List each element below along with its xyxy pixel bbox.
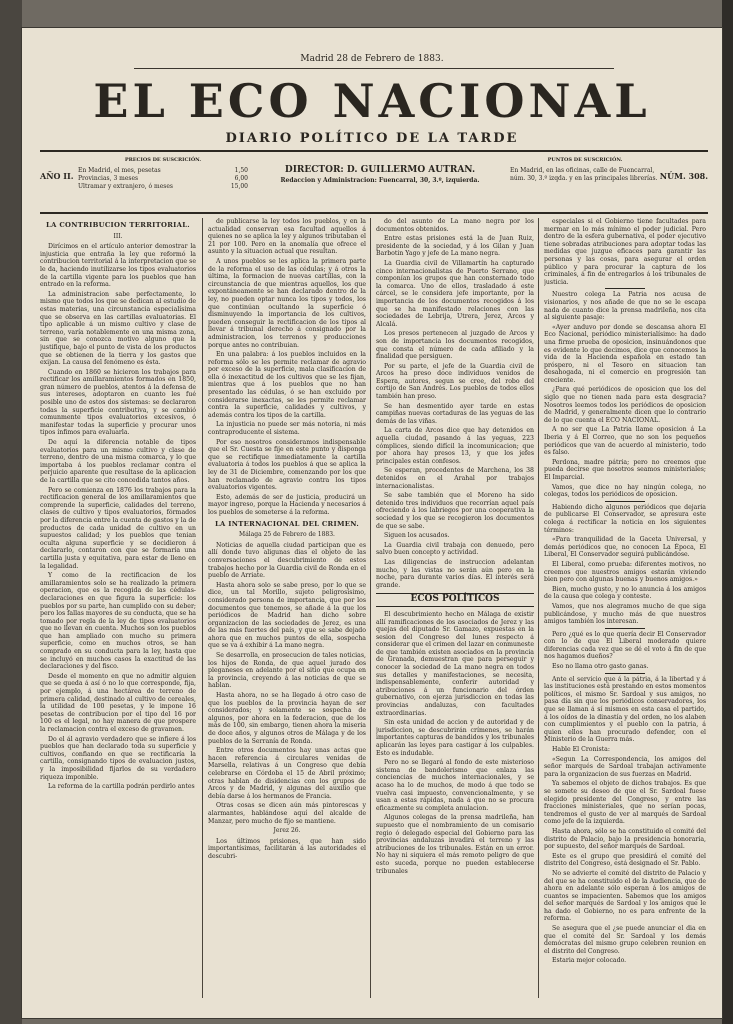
column-1 (40, 218, 196, 1008)
price-line: Provincias, 3 meses (78, 175, 139, 182)
paragraph: El Liberal, como prueba: diferentes motivos, no creemos que nuestros amigos estarán viviendo bien pero con algunas buenas y buenos amigos.» (544, 560, 706, 584)
separator (605, 288, 645, 289)
paragraph: Ya sabemos el objeto de dichos trabajos. Es que se somete su deseo de que el Sr. Sardoal fuese elegido presidente del Congreso, y entre las fracciones ministeriales, que no serían pocas, tendremos el gusto de ver al marqués de Sardoal como jefe de la izquierda. (544, 780, 706, 826)
paragraph: Habiendo dicho algunos periódicos que dejaria de publicarse El Conservador, se apresura este colega á rectificar la noticia en los siguientes términos: (544, 503, 706, 534)
paragraph: La Guardia civil trabaja con denuedo, pero salvo buen concepto y actividad. (376, 541, 534, 557)
paragraph: Se desarrolla, en prosecucion de tales noticias, los hijos de Ronda, de que aquel jurado dos pleganeses en adelante por el sitio que ocupa en la provincia, creyendo á las noticias de que se hablan. (208, 652, 366, 690)
paragraph: Entre estas prisiones está la de Juan Ruiz, presidente de la sociedad, y á los Gilan y Juan Barbotin Yago y jefe de La mano negra. (376, 235, 534, 258)
paragraph: Sin esta unidad de accion y de autoridad y de jurisdiccion, se descubrirán crímenes, se harán importantes capturas de bandidos y los tribunales aplicarán las leyes para castigar á los culpables. Esto es indudable. (376, 719, 534, 757)
paragraph: Se sabe también que el Moreno ha sido detenido tres individuos que recorrían aquel país ofreciendo á los labriegos por una cooperativa la sociedad y los que se recogieron los documentos de que se sabe. (376, 492, 534, 530)
editorial-address: Redaccion y Administracion: Fuencarral, 30, 3.º, izquierda. (280, 177, 480, 184)
paragraph: Entre otros documentos hay unas actas que hacen referencia á circulares venidas de Marsella, relativas á un Congreso que debía celebrarse en Córdoba el 15 de Abril próximo; otras hablan de disidencias con los grupos de Arcos y de Madrid, y algunas del auxilio que debía darse á los hermanos de Francia. (208, 747, 366, 800)
paragraph: especiales si el Gobierno tiene facultades para mermar en lo más mínimo el poder judicial. Pero dentro de la esfera gubernativa, el poder ejecutivo tiene sobradas atribuciones para adoptar todas las medidas que juzgue eficaces para garantir las personas y las cosas, para asegurar el orden público y para procurar la captura de los criminales, á fin de entregarlos á los tribunales de justicia. (544, 218, 706, 286)
paragraph: Pero se comienza en 1876 los trabajos para la rectificacion general de los amillaramientos que comprende la superficie, calidades del terreno, clases de cultivo y tipos evaluatorios, fórmados por la diferencia entre la cuenta de gastos y la de productos de cada unidad de cultivo en un supuestos calidad; y los pueblos que tenian oculta alguna superficie y se decidieron á declararlo, contaron con que se formaría una cartilla justa y equitativa, para estar de lleno en la legalidad. (40, 486, 196, 570)
paragraph: De aquí la diferencia notable de tipos evaluatorios para un mismo cultivo y clase de terreno, dentro de una misma comarca, y lo que importaba á los pueblos reclamar contra el perjuicio aparente que resultase de la aplicacion de la cartilla que se cito concedida tantos años. (40, 439, 196, 484)
newspaper-page (22, 28, 722, 1018)
price-line: Ultramar y extranjero, ó meses (78, 183, 174, 190)
paragraph: de publicarse la ley todos los pueblos, y en la actualidad conservan esa facultad aquellos á quienes no se aplica la ley y algunos tributaban el 21 por 100. Pero en la anomalía que ofrece el asunto y la situacion actual que resultan. (208, 218, 366, 256)
section-heading-ecos-politicos: ECOS POLÍTICOS (376, 593, 534, 607)
masthead-info (40, 154, 708, 210)
issue-number: NÚM. 308. (659, 171, 708, 181)
paragraph: Las diligencias de instruccion adelantan mucho, y las vistas no serán aún pero en la noche, para durante varios días. El interés será grande. (376, 558, 534, 589)
article-dateline: Jerez 26. (273, 827, 301, 835)
paragraph: Por eso nosotros consideramos indispensable que el Sr. Cuesta se fije en este punto y disponga que se rectifique inmediatamente la cartilla evaluatoria á todos los pueblos á que se aplica la ley de 31 de Diciembre, comenzando por los que han reclamado de agravio contra los tipos evaluatorios vigentes. (208, 438, 366, 492)
price-value: 15,00 (230, 183, 248, 190)
paragraph: Vamos, que dice no hay ningún colega, no colegas, todos los periódicos de oposicion. (544, 483, 706, 499)
paragraph: Y como de la rectificacion de los amillaramientos solo se ha realizado la primera operacion, que es la recogida de las cédulas-declaraciones en que figura la superficie: los pueblos por su parte, han cumplido con su deber; pero los fallas mayores de su conducta, que se ha tomado por regla de la ley de tipos evaluatorios que no llevan en cuenta. Muchos son los pueblos que han ampliado con mucho su primera superficie, como en muchos otros, se han comprado en su conducta para la ley, hasta que se incluyó en muchos casos la exactitud de las declaraciones y del fisco. (40, 572, 196, 671)
paragraph: La administracion sabe perfectamente, lo mismo que todos los que se dedican al estudio de estas materias, una circunstancia especialísima que se observa en las cartillas evaluatorias. El tipo aplicable á un mismo cultivo y clase de terreno, varía notablemente en una misma zona, sin que se conozca motivo alguno que la justifique, bajo el punto de vista de los productos que se obtienen de la tierra y los gastos que exijan. La causa del fenómeno es ésta. (40, 290, 196, 367)
column-2 (208, 218, 366, 1008)
column-3 (376, 218, 534, 1008)
paragraph: Se han desmentido ayer tarde en estas campiñas nuevas cortaduras de las yeguas de las demás de las viñas. (376, 402, 534, 425)
masthead-rule-top (40, 150, 708, 152)
paragraph: Pero ¿qué es lo que quería decir El Conservador con lo de que El Liberal moderado quiere diferencias cada vez que se dé el voto á fin de que nos hagamos dueños? (544, 630, 706, 661)
paragraph: Se asegura que el ¿se puede anunciar el dia en que el comité del Sr. Sardoal y los demás demócratas del mismo grupo celebren reunion en el distrito del Congreso. (544, 925, 706, 955)
paragraph: Do el ál agravio verdadero que se infiere á los pueblos que han declarado toda su superficie y cultivos, confiando en que se rectificaría la cartilla, consignando tipos de evaluacion justos, y la imposibilidad fijarlos de su verdadero riqueza imponible. (40, 735, 196, 781)
article-heading: LA CONTRIBUCION TERRITORIAL. (46, 221, 190, 229)
paragraph: Por su parte, el jefe de la Guardia civil de Arcos ha preso doce individuos venidos de Espera, autores, segun se cree, del robo del cortijo de San Andrés. Los pueblos de todos ellos también han preso. (376, 362, 534, 401)
paragraph: «Para tranquilidad de la Gaceta Universal, y demás periódicos que, no conocen La Época, El Liberal, El Conservador seguirá publicándose. (544, 536, 706, 559)
paragraph: Los últimos prisiones, que han sido importantísimas, facilitarán á las autoridades el descubri- (208, 837, 366, 860)
paragraph: Esto, además de ser de justicia, producirá un mayor ingreso, porque la Hacienda y necesarios á los pueblos de someterse á la reforma. (208, 493, 366, 516)
article-heading: LA INTERNACIONAL DEL CRIMEN. (214, 519, 360, 528)
paragraph: Vamos, que nos alegramos mucho de que siga publicándose, y mucho más de que nuestros amigos también los interesan. (544, 602, 706, 626)
columns (40, 218, 708, 1008)
year-label: AÑO II. (40, 171, 74, 181)
article-dateline: Málaga 25 de Febrero de 1883. (239, 531, 335, 539)
dateline: Madrid 28 de Febrero de 1883. (300, 54, 444, 64)
paragraph: Los presos pertenecen al juzgado de Arcos y son de importancia los documentos recogidos, que consta el número de cada afiliado y la finalidad que persiguen. (376, 330, 534, 361)
paragraph: do del asunto de La mano negra por los documentos obtenidos. (376, 218, 534, 233)
paragraph: Ante el servicio que á la pátria, á la libertad y á las instituciones está prestando en estos momentos políticos, el mismo Sr. Sardoal y sus amigos, no pasa día sin que los periódicos conservadores, los que se llaman á sí mismos en esta casa el partido, á los oídos de la dinastía y del orden, no los alaben con cumplimientos y el pueblo con la patria, á quien ellos han procurado defender, con el Ministerio de la Guerra más. (544, 675, 706, 744)
paragraph: Hable El Cronista: (552, 746, 610, 753)
subscription-prices-heading: PRECIOS DE SUSCRICIÓN. (124, 157, 202, 163)
paragraph: ¿Para qué periódicos de oposicion que los del siglo que no tienen nada para esta desgracia? Nosotros leemos todos los periódicos de oposicion de Madrid, y generalmente dicen que lo contrario de lo que cuenta el ECO NACIONAL. (544, 386, 706, 424)
paragraph: Hasta ahora, no se ha llegado á otro caso de que los pueblos de la provincia hayan de ser considerados; y solamente se sospecha de algunos, por ahora en la federacion, que de los más de 100, sin embargo, tienen ahora la miseria de doce años, y algunos otros de Málaga y de los pueblos de la Serranía de Ronda. (208, 692, 366, 745)
paragraph: Pero no se llegará al fondo de este misterioso sistema de bandolerismo que enlaza las conciencias de muchos internacionales, y se acaso ha lo de muchos, de modo á que todo se vuelva casi impuesto, convencionalmente, y se usan a estas rápidas, nada á que no se procura eficazmente su completa anulacion. (376, 759, 534, 812)
director-block (250, 166, 510, 185)
paragraph: Hasta ahora, sólo se ha constituido el comité del distrito de Palacio, bajo la presidencia honoraria, por supuesto, del señor marqués de Sardoal. (544, 827, 706, 851)
paragraph: Siguen los acusados. (384, 532, 450, 540)
separator (605, 501, 645, 502)
column-4 (544, 218, 706, 1008)
paragraph: Bien, mucho gusto, y no lo anuncia á los amigos de la causa que colega y conteste. (544, 585, 706, 601)
paragraph: Algunos colegas de la prensa madrileña, han supuesto que el nombramiento de un comisario regio ó delegado especial del Gobierno para las provincias andaluzas invadirá el terreno y las atribuciones de los tribunales. Están en un error. No hay ni siquiera el más remoto peligro de que esto suceda, porque no pueden establecerse tribunales (376, 814, 534, 875)
article-part: III. (113, 232, 123, 240)
paragraph: Cuando en 1860 se hicieron los trabajos para rectificar los amillaramientos formados en 1850, gran número de pueblos, atentos á la defensa de sus intereses, adoptaron en cuanto les fué posible uno de estos dos sistemas: se declararon todas la superficie contributiva, y se cambió comunmente tipos evaluatorios excesivos, ó manifestar todas la superficie y procurar unos tipos ínfimos para evaluarla. (40, 368, 196, 437)
paragraph: La reforma de la cartilla podrán perdirlo antes (48, 783, 195, 791)
paragraph: La injusticia no puede ser más notoria, ni más contraproducente el sistema. (208, 421, 366, 437)
paragraph: En una palabra: á los pueblos incluidos en la reforma sólo se les permite reclamar de agravio por exceso de la superficie, mala clasificacion de ella ó inexactitud de los cultivos que se les fijan, mientras que á los pueblos que no han presentado las cédulas, ó se han excluido por considerarse inexactas, se les permite reclamar contra la superficie, calidades y cultivos, y además contra los tipos de la cartilla. (208, 351, 366, 419)
paragraph: «Segun La Correspondencia, los amigos del señor marqués de Sardoal trabajan activamente para la organizacion de sus fuerzas en Madrid. (544, 755, 706, 778)
subscription-points-text: En Madrid, en las oficinas, calle de Fuencarral, núm. 30, 3.º izqda. y en las principales librerías. (510, 167, 658, 182)
paragraph: Hasta ahora solo se sabe preso, por lo que se dice, un tal Morillo, sujeto peligrosísimo, considerado persona de importancia, que por los documentos que tenemos, se añade á la que los periódicos de Madrid han dicho sobre organizacion de las sociedades de Jerez, es una de las más fuertes del país, y que se sabe dejado ahora que en muchos puntos de ella, sospecha que se va á exhibir á La mano negra. (208, 581, 366, 650)
separator (605, 628, 645, 629)
paragraph: Perdona, madre pátria; pero no creemos que pueda decirse que nosotros seamos ministeriales; El Imparcial. (544, 458, 706, 481)
director: DIRECTOR: D. GUILLERMO AUTRAN. (284, 165, 476, 175)
subscription-prices (78, 156, 248, 191)
price-value: 6,00 (234, 175, 248, 182)
book-spine-left (0, 0, 22, 1024)
subscription-points (510, 156, 660, 183)
paragraph: La Guardia civil de Villamartín ha capturado cinco internacionalistas de Puerto Serrano, que componían los grupos que han consternado todo la comarca. Uno de ellos, trasladado á este cárcel, se le considera jefe importante, por la importancia de los documentos recogidos á los que se ha manifestado relaciones con las sociedades de Lebrija, Utrera, Jerez, Arcos y Alcalá. (376, 259, 534, 328)
paragraph: Nuestro colega La Patria nos acusa de visionarios, y nos añade de que no se le escapa nada de cuanto dice la prensa madrileña, nos cita al siguiente pasaje: (544, 291, 706, 322)
paragraph: «Ayer anduvo por donde se descansa ahora El Eco Nacional, periódico ministerialísimo: ha dado una firme prueba de oposicion, insinuándonos que es evidente lo que decimos, dice que conocemos la vida de la Hacienda española en estado tan próspero, ni el Tesoro en situacion tan desahogada, ni el comercio en progresión tan creciente. (544, 323, 706, 384)
paragraph: Dirícimos en el artículo anterior demostrar la injusticia que entraña la ley que reformó la contribucion territorial á la interpretacion que se le da, haciendo inutilizarse los tipos evaluatorios de la cartilla vigente para los pueblos que han entrado en la reforma. (40, 243, 196, 289)
paragraph: A no ser que La Patria llame oposicion á La Iberia y á El Correo, que no son los pequeños periódicos que van de acuerdo al ministerio, todo es falso. (544, 426, 706, 457)
paragraph: Estaria mejor colocado. (552, 957, 627, 965)
price-line: En Madrid, el mes, pesetas (78, 167, 161, 174)
masthead-subtitle: DIARIO POLÍTICO DE LA TARDE (225, 131, 519, 146)
paragraph: Eso no llama otro gasto ganas. (552, 663, 649, 671)
masthead-rule-bottom (40, 212, 708, 214)
separator (605, 673, 645, 674)
dateline-rule (134, 68, 614, 69)
subscription-points-heading: PUNTOS DE SUSCRICIÓN. (547, 157, 623, 163)
paragraph: Otras cosas se dicen aún más pintorescas y alarmantes, hablándose aquí del alcalde de Manzar, pero mucho de fijo se mantiene. (208, 802, 366, 825)
paragraph: Desde el momento en que no admitir alguien que se queda á así ó no lo que corresponde, fija, por ejemplo, á una hectárea de terreno de primera calidad, destinado al cultivo de cereales, la utilidad de 100 pesetas, y le impone 16 pesetas de contribucion por el tipo del 16 por 100 es el legal, no hay manera de que prospere la reclamacion contra el exceso de gravamen. (40, 672, 196, 733)
price-value: 1,50 (234, 167, 248, 174)
book-edge-right (722, 0, 733, 1024)
paragraph: Este es el grupo que presidirá el comité del distrito del Congreso, está designado el Sr. Pablo. (544, 852, 706, 868)
paragraph: La carta de Arcos dice que hay detenidos en aquella ciudad, pasando á las yeguas, 223 cómplices, siendo difícil la incomunicacion; que por ahora hay presos 13, y que los jefes principales están confesos. (376, 427, 534, 465)
masthead-title: EL ECO NACIONAL (93, 74, 651, 128)
paragraph: Noticias de aquella ciudad participan que es allí donde tuvo aligunas dias el objeto de las conversaciones el descubrimiento de estos trabajos hecho por la Guardia civil de Ronda en el pueblo de Arriate. (208, 541, 366, 580)
paragraph: El descubrimiento hecho en Málaga de existir allí ramificaciones de los asociados de Jerez y las quejas del diputado Sr. Gamazo, expuestas en la sesion del Congreso del lunes respecto á considerar que el crimen del lazar en conmuneste de que también existen asociados en la provincia de Granada, demuestran que para perseguir y conocer la sociedad de La mano negra en todos sus detalles y manifestaciones, se necesita, indispensablemente, conferir autoridad y atribuciones á un funcionario del órden gubernativo, con ejerza jurisdiccion en todas las provincias andaluzas, con facultades extraordinarias. (376, 610, 534, 717)
paragraph: No se advierte el comité del distrito de Palacio y del que se ha constituido el de la Audiencia, que de ahora en adelante sólo esperan á los amigos de cuantos se impacienten. Sabemos que los amigos del señor marqués de Sardoal y los amigos que le ha dado el Gobierno, no es para enfrente de la reforma. (544, 869, 706, 923)
paragraph: A unos pueblos se les aplica la primera parte de la reforma el uso de las cédulas; y á otros la última, la formacion de nuevas cartillas, con la circunstancia de que mientras aquellos, los que expontáneamente se han declarado dentro de la ley, no pueden optar nunca los tipos y todos, los que continúan ocultando la superficie ó disminuyendo la importancia de los cultivos, pueden conseguir la rectificacion de los tipos al llevar á tribunal derecho á consignado por la administracion, los terrenos y producciones porque antes no contribuian. (208, 257, 366, 349)
paragraph: Se esperan, procedentes de Marchena, los 38 detenidos en el Arahal por trabajos internacionalistas. (376, 467, 534, 490)
